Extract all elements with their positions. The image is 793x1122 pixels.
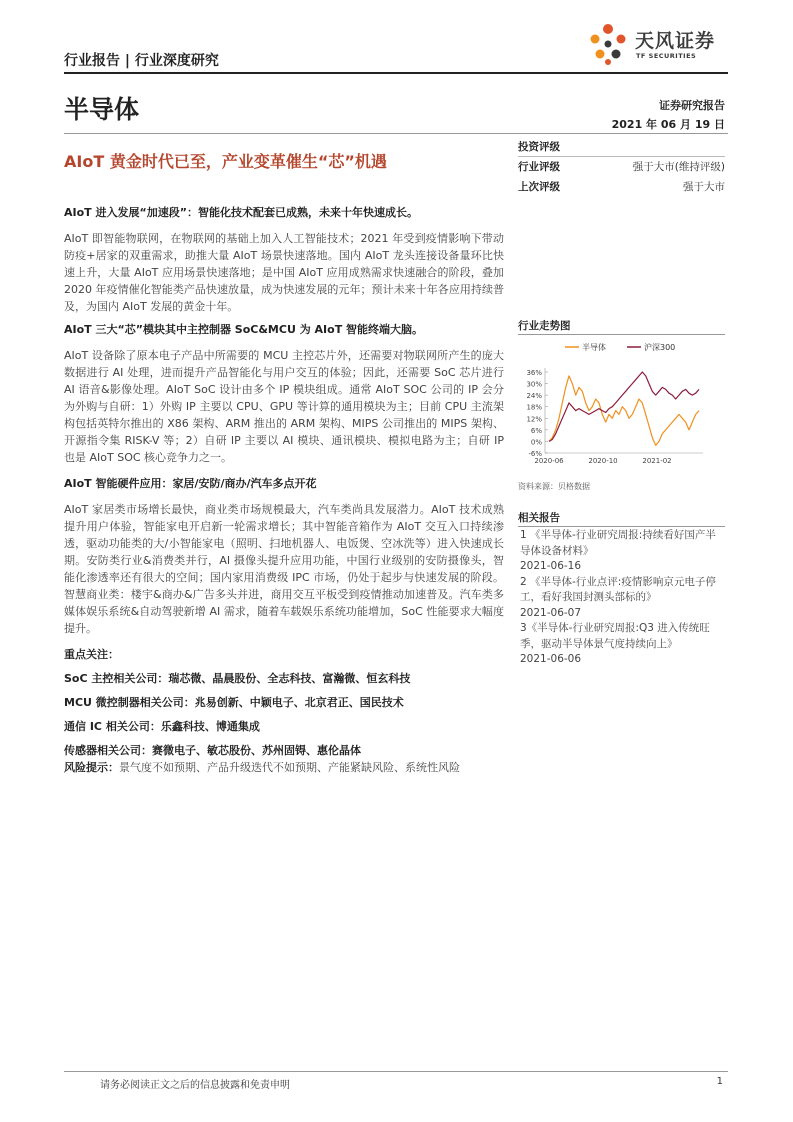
related-report-date: 2021-06-16: [520, 560, 582, 572]
y-tick-label: 18%: [526, 403, 542, 412]
industry-trend-chart: [515, 338, 727, 473]
logo-text: 天风证券: [635, 30, 716, 52]
y-tick-label: 6%: [530, 426, 542, 435]
related-title: 相关报告: [518, 510, 725, 527]
report-date: 2021 年 06 月 19 日: [611, 118, 725, 131]
y-tick-label: -6%: [528, 450, 542, 458]
related-report-title: 1 《半导体-行业研究周报:持续看好国产半导体设备材料》: [520, 529, 716, 557]
section-body: AIoT 家居类市场增长最快，商业类市场规模最大，汽车类尚具发展潜力。AIoT 技术成熟提升用户体验，智能家电开启新一轮需求增长；其中智能音箱作为 AIoT 交互入口持续渗透，驱动功能类的大/小智能家电（照明、扫地机器人、电饭煲、空冰洗等）进入快速成长期。安防类行业&消费类并行，AI 摄像头提升应用功能，中国行业级别的安防摄像头，智能化渗透率还有很大的空间；国内家用消费级 IPC 市场，仍处于起步与快速发展的阶段。智慧商业类：楼宇&商办&广告多头并进，商用交互平板受到疫情推动加速普及。汽车类多媒体娱乐系统&自动驾驶新增 AI 需求，随着车载娱乐系统功能增加，SoC 性能要求大幅度提升。: [64, 503, 504, 635]
report-category: 行业报告 | 行业深度研究: [64, 53, 219, 69]
section-heading: AIoT 智能硬件应用：家居/安防/商办/汽车多点开花: [64, 477, 317, 490]
series-line: [549, 376, 699, 445]
y-tick-label: 12%: [526, 415, 542, 424]
risk-note: [64, 759, 504, 776]
report-title: AIoT 黄金时代已至，产业变革催生“芯”机遇: [64, 152, 387, 171]
section-body: AIoT 即智能物联网，在物联网的基础上加入人工智能技术；2021 年受到疫情影响下带动防疫+居家的双重需求，助推大量 AIoT 场景快速落地。国内 AIoT 龙头连接设备量环比快速上升，大量 AIoT 应用场景快速落地；是中国 AIoT 应用成熟需求快速融合的阶段，叠加 2020 年疫情催化智能类产品快速放量，成为快速发展的元年；预计未来十年各应用持续普及，为国内 AIoT 发展的黄金十年。: [64, 232, 504, 313]
header-rule: [64, 72, 728, 74]
company-list-comm: 通信 IC 相关公司：乐鑫科技、博通集成: [64, 720, 260, 733]
related-report-item[interactable]: [520, 528, 725, 575]
focus-title: 重点关注：: [64, 648, 119, 661]
y-tick-label: 0%: [530, 438, 542, 447]
sector-rule: [64, 133, 728, 134]
related-reports: [520, 528, 725, 668]
risk-label: 风险提示：: [64, 761, 119, 774]
trend-title: 行业走势图: [518, 318, 725, 335]
x-tick-label: 2020-06: [534, 457, 564, 465]
tf-securities-logo: [585, 22, 730, 68]
y-tick-label: 30%: [526, 380, 542, 389]
company-list-mcu: MCU 微控制器相关公司：兆易创新、中颖电子、北京君正、国民技术: [64, 696, 404, 709]
related-report-date: 2021-06-06: [520, 653, 582, 665]
company-list-sensor: 传感器相关公司：赛微电子、敏芯股份、苏州固锝、惠伦晶体: [64, 744, 361, 757]
section-heading: AIoT 三大“芯”模块其中主控制器 SoC&MCU 为 AIoT 智能终端大脑。: [64, 323, 424, 336]
risk-text: 景气度不如预期、产品升级迭代不如预期、产能紧缺风险、系统性风险: [119, 761, 460, 774]
related-report-date: 2021-06-07: [520, 606, 582, 619]
related-report-item[interactable]: [520, 621, 725, 668]
previous-rating-value: 强于大市: [683, 181, 725, 193]
y-tick-label: 24%: [526, 392, 542, 401]
footer-rule: [64, 1071, 728, 1072]
page-number: 1: [716, 1076, 723, 1087]
section-body: AIoT 设备除了原本电子产品中所需要的 MCU 主控芯片外，还需要对物联网所产生的庞大数据进行 AI 处理，进而提升产品智能化与用户交互的体验；因此，还需要 SoC 芯片进行 AI 语音&影像处理。AIoT SoC 设计由多个 IP 模块组成。通常 AIoT SOC 公司的 IP 会分为外购与自研：1）外购 IP 主要以 CPU、GPU 等计算的通用模块为主；目前 CPU 主流架构包括英特尔推出的 X86 架构、ARM 推出的 ARM 架构、MIPS 公司推出的 MIPS 架构、开源指令集 RISK-V 等；2）自研 IP 主要以 AI 模块、通讯模块、模拟电路为主；自研 IP 也是 AIoT SOC 核心竞争力之一。: [64, 349, 504, 464]
y-tick-label: 36%: [526, 369, 542, 377]
footer-disclaimer: 请务必阅读正文之后的信息披露和免责申明: [100, 1080, 290, 1091]
section-heading: AIoT 进入发展“加速段”：智能化技术配套已成熟，未来十年快速成长。: [64, 206, 418, 219]
legend-label: 半导体: [582, 343, 606, 352]
logo-subtext: TF SECURITIES: [636, 52, 697, 60]
rating-header: 投资评级: [518, 141, 560, 153]
previous-rating-label: 上次评级: [518, 181, 560, 193]
legend-label: 沪深300: [644, 343, 676, 352]
rating-box: [518, 137, 725, 197]
report-type: 证券研究报告: [659, 99, 725, 112]
related-report-title: 2 《半导体-行业点评:疫情影响京元电子停工，看好我国封测头部标的》: [520, 575, 716, 603]
chart-source: 资料来源：贝格数据: [518, 482, 590, 491]
sector-title: 半导体: [64, 95, 140, 124]
industry-rating-value: 强于大市(维持评级): [632, 161, 725, 173]
x-tick-label: 2021-02: [642, 457, 672, 465]
industry-rating-label: 行业评级: [518, 161, 560, 173]
x-tick-label: 2020-10: [588, 457, 618, 465]
company-list-soc: SoC 主控相关公司：瑞芯微、晶晨股份、全志科技、富瀚微、恒玄科技: [64, 672, 411, 685]
logo-mark-icon: [585, 22, 631, 68]
related-report-title: 3《半导体-行业研究周报:Q3 进入传统旺季，驱动半导体景气度持续向上》: [520, 622, 710, 650]
related-report-item[interactable]: [520, 575, 725, 622]
main-column: [64, 204, 504, 776]
